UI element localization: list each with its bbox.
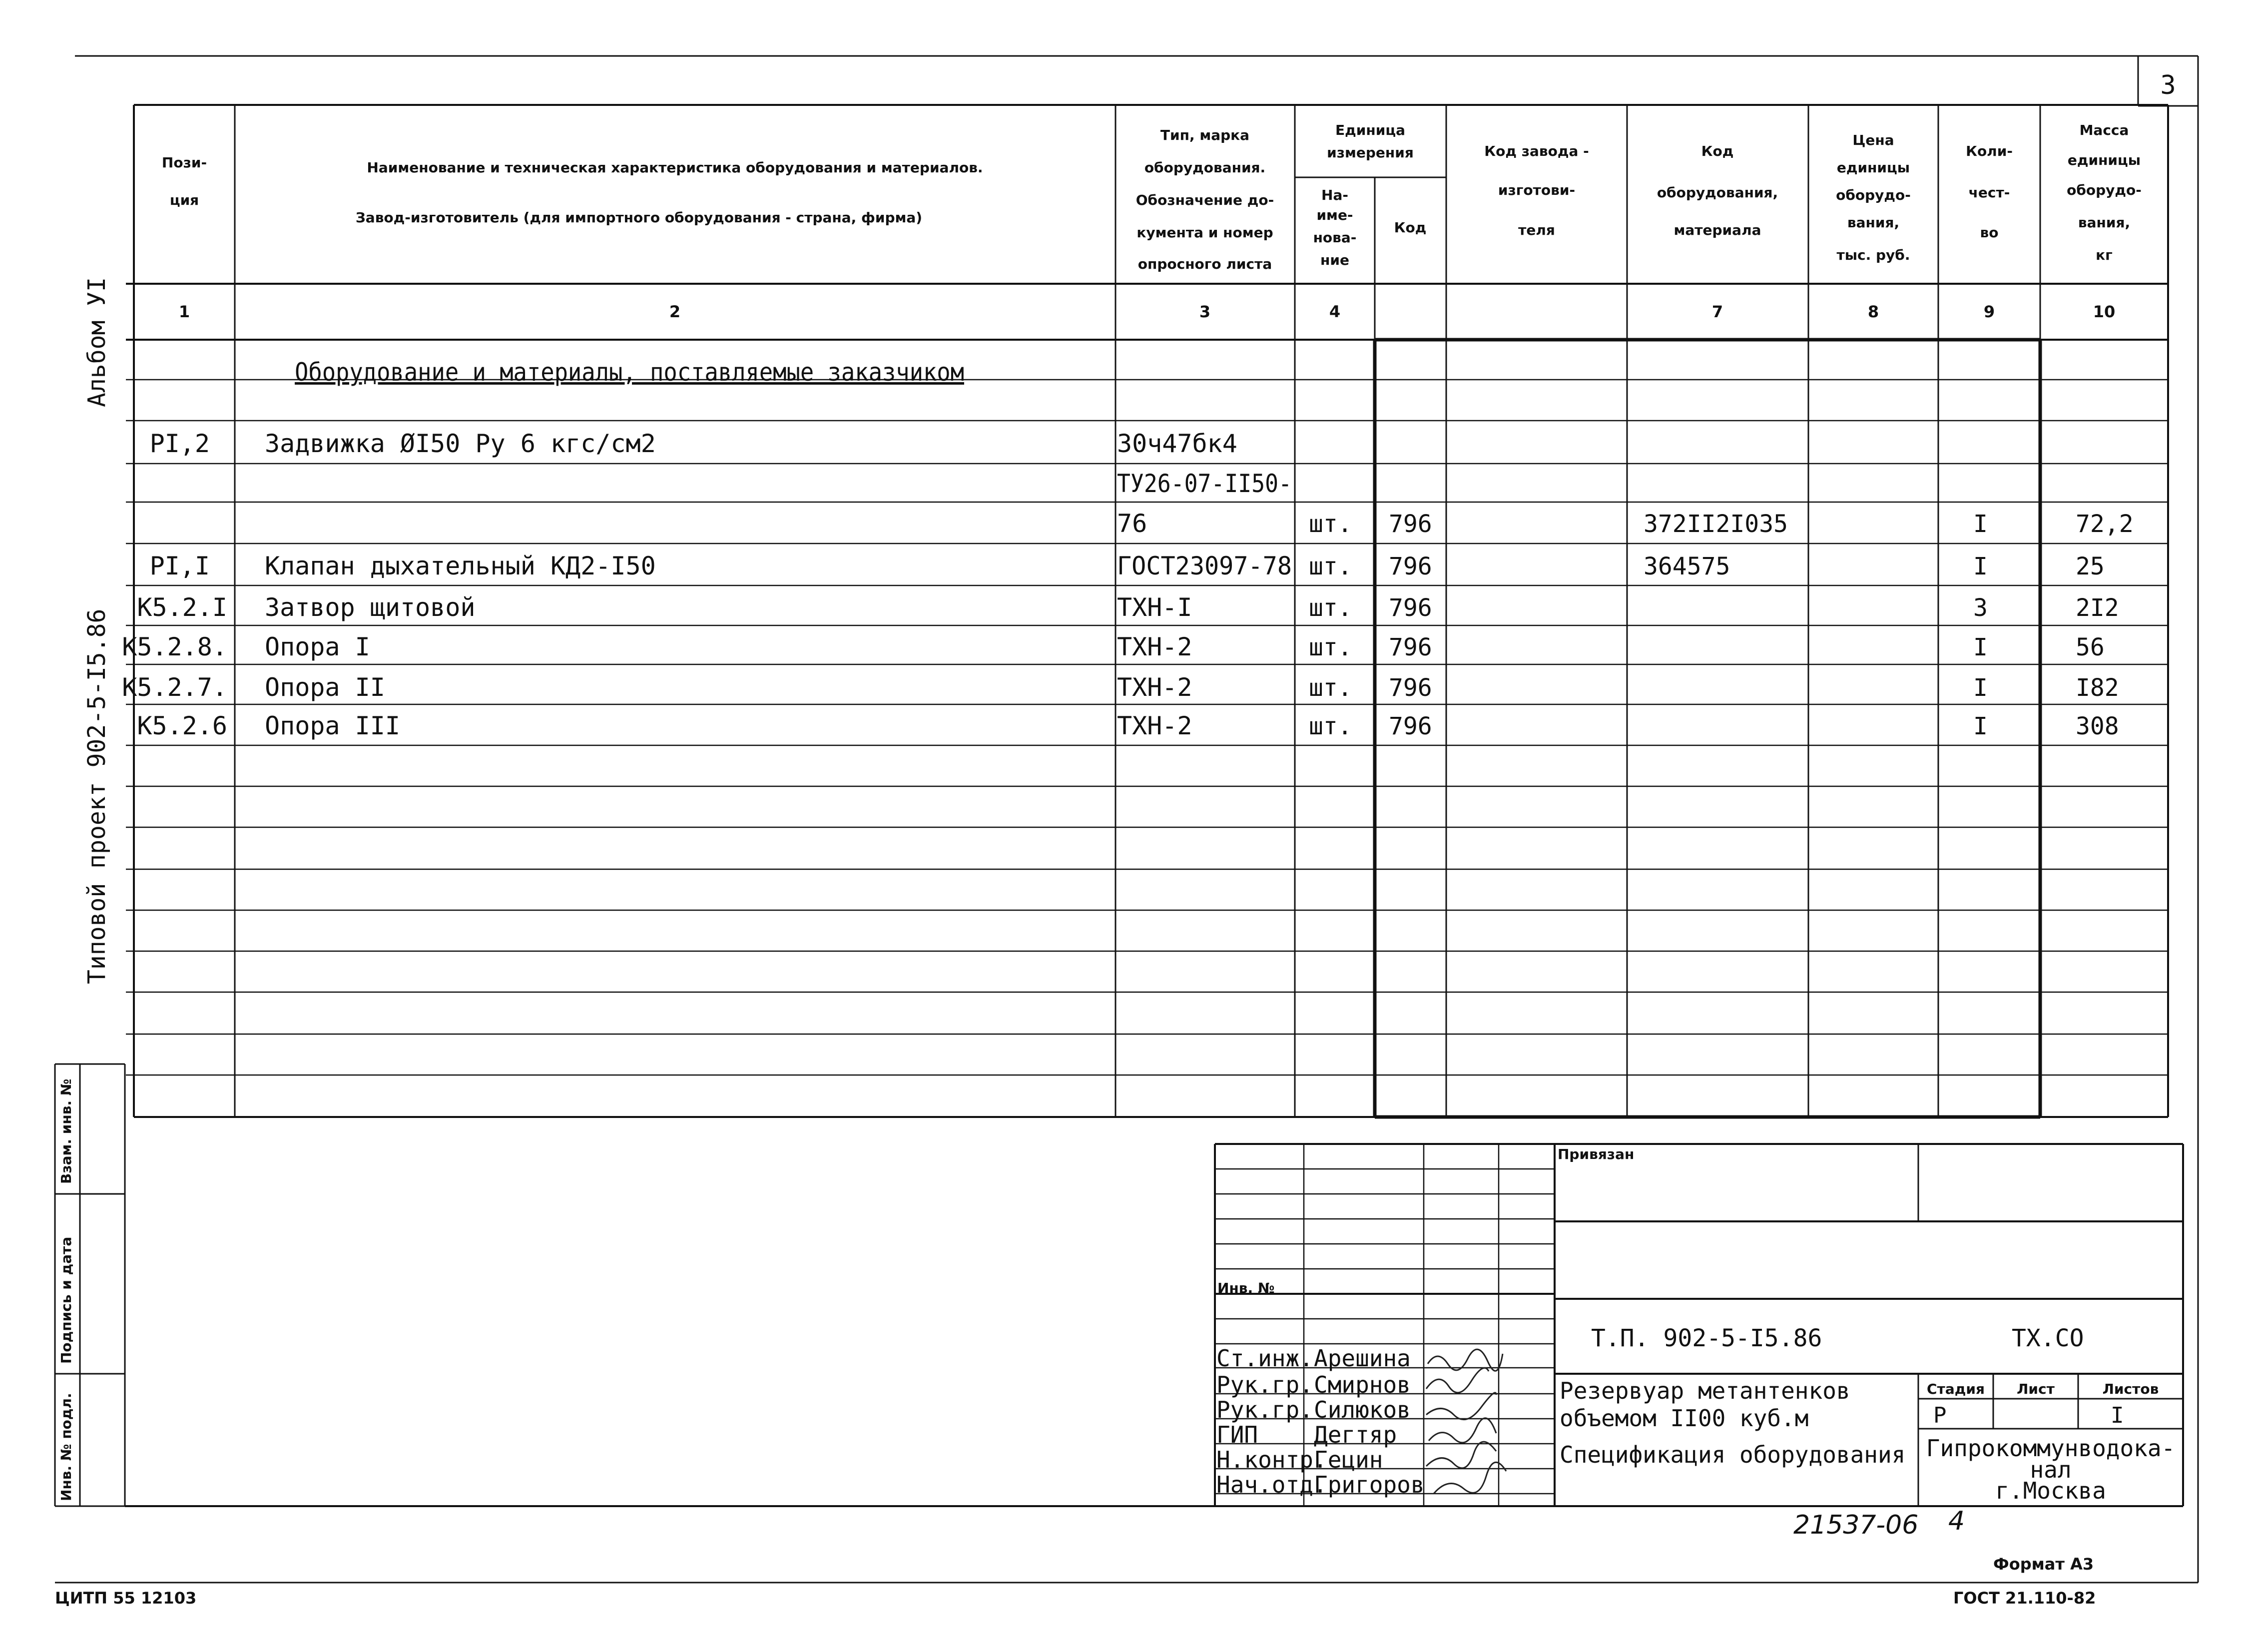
- header-equipment-code: материала: [1674, 222, 1761, 238]
- organization: нал: [2030, 1456, 2072, 1483]
- row-position: К5.2.7.: [122, 673, 227, 702]
- header-unit-name: име-: [1316, 207, 1353, 223]
- handwritten-sheet: 4: [1948, 1506, 1965, 1536]
- header-price: тыс. руб.: [1836, 247, 1910, 263]
- row-unit: шт.: [1309, 510, 1352, 538]
- header-unit: измерения: [1327, 144, 1414, 161]
- row-position: PI,I: [149, 551, 210, 580]
- row-equipment-code: 364575: [1644, 552, 1730, 580]
- row-unit-code: 796: [1389, 712, 1432, 740]
- row-equipment-code: 372II2I035: [1644, 510, 1788, 538]
- header-quantity: во: [1980, 224, 1999, 241]
- signature-role: Ст.инж.: [1216, 1345, 1313, 1372]
- header-quantity: Коли-: [1966, 143, 2013, 159]
- header-unit-name: ние: [1320, 252, 1349, 268]
- row-unit: шт.: [1309, 552, 1352, 580]
- row-unit-code: 796: [1389, 674, 1432, 702]
- row-unit-code: 796: [1389, 552, 1432, 580]
- project-label: Типовой проект 902-5-I5.86: [83, 608, 111, 984]
- row-mass: 25: [2076, 552, 2105, 580]
- header-manufacturer-code: теля: [1518, 222, 1555, 238]
- header-mass: кг: [2096, 247, 2113, 263]
- signature-name: Григоров: [1314, 1471, 1425, 1498]
- row-quantity: I: [1973, 633, 1988, 661]
- signature-role: Н.контр.: [1216, 1446, 1327, 1473]
- row-type: ТУ26-07-II50-: [1117, 469, 1292, 498]
- column-number: 4: [1329, 302, 1341, 321]
- row-type: ГОСТ23097-78: [1117, 551, 1292, 580]
- column-number: 2: [669, 302, 681, 321]
- header-mass: единицы: [2067, 152, 2141, 168]
- format-label: Формат А3: [1993, 1555, 2094, 1574]
- header-manufacturer-code: Код завода -: [1484, 143, 1589, 159]
- row-name: Клапан дыхательный КД2-I50: [265, 551, 656, 580]
- handwritten-signatures: [1426, 1349, 1506, 1494]
- row-position: К5.2.8.: [122, 632, 227, 661]
- header-unit-name: На-: [1321, 187, 1348, 203]
- stamp-replaced-inv: Взам. инв. №: [58, 1079, 74, 1184]
- column-number: 9: [1983, 302, 1995, 321]
- row-mass: 2I2: [2076, 594, 2119, 622]
- row-unit-code: 796: [1389, 510, 1432, 538]
- row-unit-code: 796: [1389, 594, 1432, 622]
- organization: Гипрокоммунводока-: [1926, 1435, 2176, 1462]
- signature-scribble: [1429, 1418, 1496, 1443]
- row-unit: шт.: [1309, 674, 1352, 702]
- header-price: Цена: [1852, 132, 1894, 148]
- sheets-header: Листов: [2102, 1381, 2159, 1397]
- header-price: единицы: [1836, 159, 1910, 176]
- header-unit-code: Код: [1394, 219, 1427, 236]
- header-manufacturer-code: изготови-: [1498, 182, 1576, 198]
- stamp-signature-date: Подпись и дата: [58, 1236, 74, 1364]
- row-type: 30ч47бк4: [1117, 429, 1237, 458]
- footer-code: ЦИТП 55 12103: [55, 1589, 197, 1608]
- row-name: Затвор щитовой: [265, 593, 476, 622]
- row-quantity: I: [1973, 552, 1988, 580]
- row-unit: шт.: [1309, 633, 1352, 661]
- row-position: К5.2.I: [137, 593, 227, 622]
- title-line: Резервуар метантенков: [1560, 1377, 1850, 1404]
- header-type: оборудования.: [1144, 159, 1266, 176]
- header-equipment-code: Код: [1701, 143, 1734, 159]
- signature-scribble: [1426, 1368, 1489, 1393]
- column-number: 1: [178, 302, 190, 321]
- attached-label: Привязан: [1558, 1146, 1635, 1162]
- signature-scribble: [1426, 1393, 1496, 1420]
- row-type: ТХН-I: [1117, 593, 1192, 622]
- stage-value: Р: [1933, 1403, 1947, 1428]
- signature-name: Арешина: [1314, 1345, 1411, 1372]
- header-mass: Масса: [2079, 122, 2129, 138]
- row-mass: 56: [2076, 633, 2105, 661]
- signature-scribble: [1426, 1442, 1496, 1468]
- signature-role: Рук.гр.: [1216, 1371, 1313, 1398]
- header-mass: оборудо-: [2067, 182, 2142, 198]
- title-line: объемом II00 куб.м: [1560, 1405, 1809, 1432]
- inv-no-label: Инв. №: [1217, 1280, 1275, 1296]
- header-position: ция: [169, 192, 199, 208]
- signature-name: Дегтяр: [1314, 1421, 1397, 1448]
- header-equipment-code: оборудования,: [1657, 184, 1778, 201]
- column-number: 3: [1199, 302, 1211, 321]
- gost-label: ГОСТ 21.110-82: [1953, 1589, 2096, 1608]
- signature-name: Силюков: [1314, 1396, 1411, 1423]
- header-name: Наименование и техническая характеристика оборудования и материалов.: [367, 159, 983, 176]
- column-number: 10: [2093, 302, 2116, 321]
- header-type: опросного листа: [1137, 256, 1272, 272]
- title-line: Спецификация оборудования: [1560, 1441, 1906, 1468]
- row-type: ТХН-2: [1117, 632, 1192, 661]
- signature-role: Рук.гр.: [1216, 1396, 1313, 1423]
- row-quantity: I: [1973, 510, 1988, 538]
- row-position: PI,2: [149, 429, 210, 458]
- row-name: Опора II: [265, 673, 385, 702]
- header-unit-name: нова-: [1313, 229, 1357, 246]
- signature-scribble: [1434, 1462, 1506, 1494]
- signature-role: Нач.отд.: [1216, 1471, 1327, 1498]
- section-title: Оборудование и материалы, поставляемые заказчиком: [295, 358, 964, 387]
- header-position: Пози-: [161, 154, 207, 171]
- signature-name: Гецин: [1314, 1446, 1383, 1473]
- row-unit: шт.: [1309, 594, 1352, 622]
- header-mass: вания,: [2078, 214, 2131, 231]
- row-name: Опора III: [265, 711, 400, 740]
- album-label: Альбом УI: [83, 277, 111, 407]
- row-quantity: I: [1973, 712, 1988, 740]
- row-mass: 308: [2076, 712, 2119, 740]
- designation: Т.П. 902-5-I5.86: [1591, 1324, 1822, 1352]
- organization: г.Москва: [1995, 1477, 2106, 1504]
- row-mass: I82: [2076, 674, 2119, 702]
- header-unit: Единица: [1335, 122, 1405, 138]
- header-price: вания,: [1847, 214, 1900, 231]
- row-name: Опора I: [265, 632, 370, 661]
- header-type: Обозначение до-: [1135, 192, 1274, 208]
- handwritten-number: 21537-06: [1793, 1510, 1919, 1540]
- row-unit: шт.: [1309, 712, 1352, 740]
- signature-name: Смирнов: [1314, 1371, 1411, 1398]
- sheets-value: I: [2111, 1403, 2124, 1428]
- row-mass: 72,2: [2076, 510, 2134, 538]
- row-type: ТХН-2: [1117, 711, 1192, 740]
- row-position: К5.2.6: [137, 711, 227, 740]
- stage-header: Стадия: [1927, 1381, 1985, 1397]
- column-number: 7: [1711, 302, 1723, 321]
- header-type: кумента и номер: [1136, 224, 1273, 241]
- document-code: ТХ.СО: [2012, 1324, 2084, 1352]
- row-type: ТХН-2: [1117, 673, 1192, 702]
- header-quantity: чест-: [1968, 184, 2010, 201]
- header-manufacturer: Завод-изготовитель (для импортного оборудования - страна, фирма): [355, 209, 923, 226]
- column-number: 8: [1867, 302, 1879, 321]
- drawing-frame-lines: [55, 56, 2198, 1583]
- row-quantity: I: [1973, 674, 1988, 702]
- header-type: Тип, марка: [1160, 127, 1250, 143]
- sheet-header: Лист: [2017, 1381, 2055, 1397]
- stamp-original-inv: Инв. № подл.: [58, 1393, 74, 1501]
- sheet-number: 3: [2160, 70, 2176, 100]
- row-quantity: 3: [1973, 594, 1988, 622]
- row-unit-code: 796: [1389, 633, 1432, 661]
- signature-role: ГИП: [1216, 1421, 1258, 1448]
- header-price: оборудо-: [1836, 187, 1911, 203]
- row-name: Задвижка ØI50 Ру 6 кгс/см2: [265, 429, 656, 458]
- row-type: 76: [1117, 509, 1147, 538]
